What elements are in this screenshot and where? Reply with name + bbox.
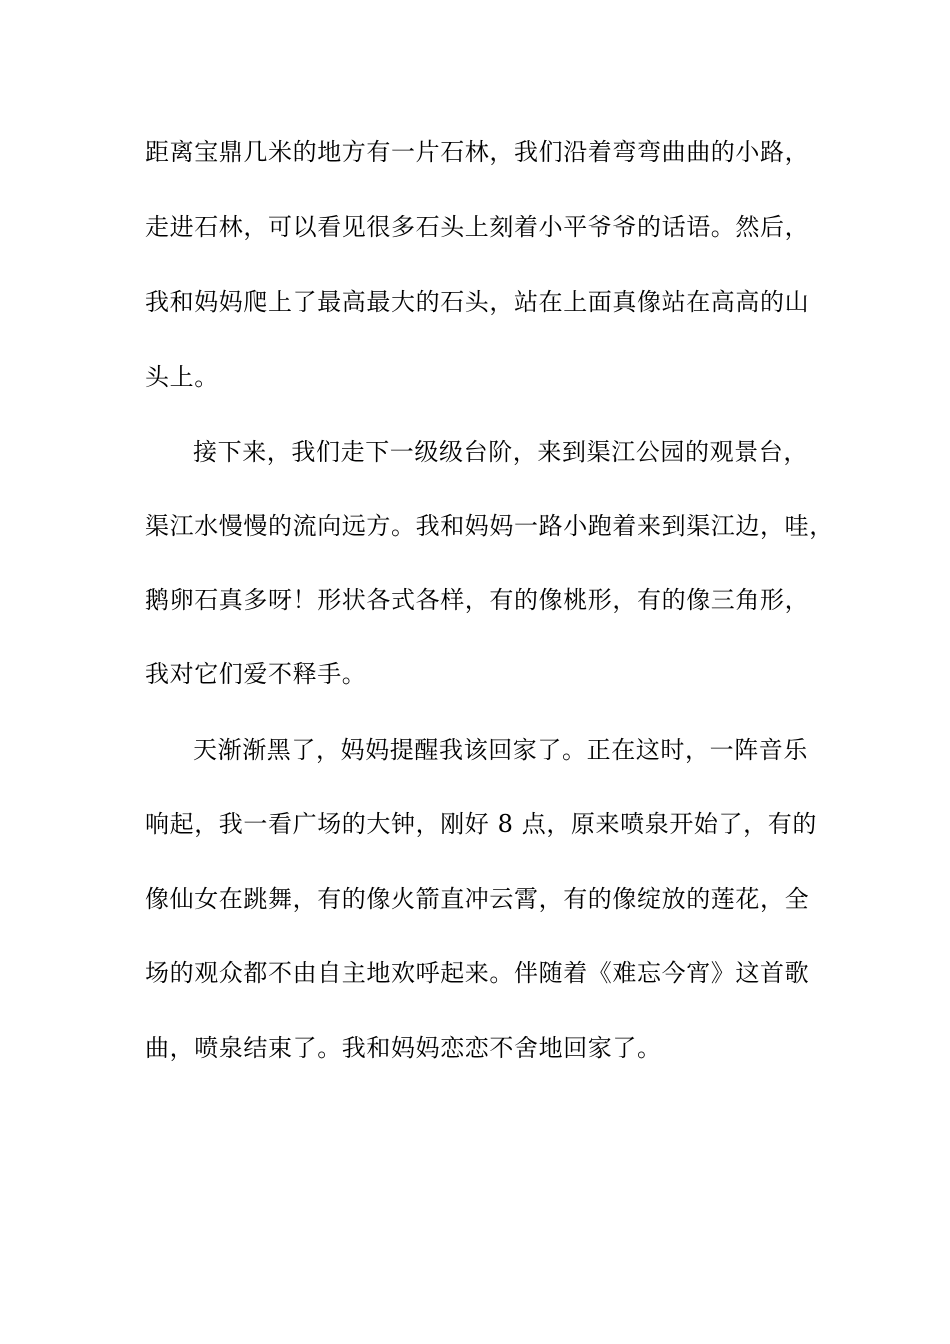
paragraph-first-line: 接下来，我们走下一级级台阶，来到渠江公园的观景台， xyxy=(193,438,808,466)
text-line: 鹅卵石真多呀！形状各式各样，有的像桃形，有的像三角形， xyxy=(145,586,810,614)
text-line: 像仙女在跳舞，有的像火箭直冲云霄，有的像绽放的莲花，全 xyxy=(145,885,810,913)
text-line: 距离宝鼎几米的地方有一片石林，我们沿着弯弯曲曲的小路， xyxy=(145,138,810,166)
text-line: 走进石林，可以看见很多石头上刻着小平爷爷的话语。然后， xyxy=(145,213,810,241)
paragraph-first-line: 天渐渐黑了，妈妈提醒我该回家了。正在这时，一阵音乐 xyxy=(193,736,808,764)
text-line: 头上。 xyxy=(145,363,219,391)
text-line: 我和妈妈爬上了最高最大的石头，站在上面真像站在高高的山 xyxy=(145,288,810,316)
text-line: 曲，喷泉结束了。我和妈妈恋恋不舍地回家了。 xyxy=(145,1034,662,1062)
text-line: 渠江水慢慢的流向远方。我和妈妈一路小跑着来到渠江边，哇， xyxy=(145,512,834,540)
text-line: 场的观众都不由自主地欢呼起来。伴随着《难忘今宵》这首歌 xyxy=(145,959,810,987)
text-line: 响起，我一看广场的大钟，刚好 8 点，原来喷泉开始了，有的 xyxy=(145,810,817,838)
text-line: 我对它们爱不释手。 xyxy=(145,660,367,688)
